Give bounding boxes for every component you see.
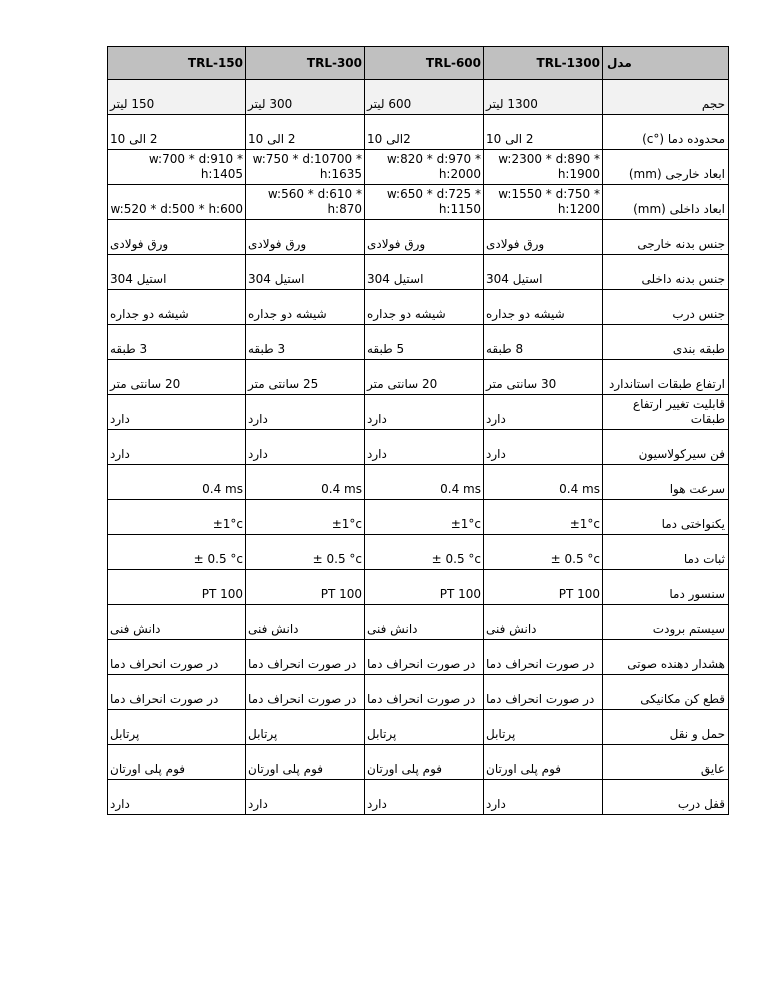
value-cell: ± 0.5 °c — [246, 535, 365, 570]
value-cell: ± 0.5 °c — [484, 535, 603, 570]
table-row — [108, 675, 729, 710]
value-cell: 0.4 ms — [484, 465, 603, 500]
row-label-cell: حمل و نقل — [603, 710, 729, 745]
spec-table — [107, 46, 729, 815]
value-cell: 3 طبقه — [246, 325, 365, 360]
table-row — [108, 325, 729, 360]
row-label-cell: سیستم برودت — [603, 605, 729, 640]
value-cell: w:1550 * d:750 * h:1200 — [484, 185, 603, 220]
value-cell: دارد — [246, 395, 365, 430]
table-row — [108, 360, 729, 395]
value-cell: استیل 304 — [365, 255, 484, 290]
value-cell: در صورت انحراف دما — [365, 675, 484, 710]
value-cell: استیل 304 — [108, 255, 246, 290]
value-cell: PT 100 — [246, 570, 365, 605]
value-cell: 5 طبقه — [365, 325, 484, 360]
row-label-cell: سرعت هوا — [603, 465, 729, 500]
row-label-cell: قابلیت تغییر ارتفاع طبقات — [603, 395, 729, 430]
table-row — [108, 640, 729, 675]
value-cell: 600 لیتر — [365, 80, 484, 115]
value-cell: 8 طبقه — [484, 325, 603, 360]
value-cell: دانش فنی — [108, 605, 246, 640]
row-label-cell: حجم — [603, 80, 729, 115]
value-cell: 0.4 ms — [108, 465, 246, 500]
value-cell: در صورت انحراف دما — [365, 640, 484, 675]
row-label-cell: جنس بدنه خارجی — [603, 220, 729, 255]
table-row — [108, 80, 729, 115]
value-cell: فوم پلی اورتان — [246, 745, 365, 780]
value-cell: فوم پلی اورتان — [484, 745, 603, 780]
value-cell: پرتابل — [108, 710, 246, 745]
table-row — [108, 465, 729, 500]
value-cell: دارد — [246, 430, 365, 465]
value-cell: 150 لیتر — [108, 80, 246, 115]
value-cell: w:560 * d:610 * h:870 — [246, 185, 365, 220]
header-label-cell: مدل — [603, 47, 729, 80]
value-cell: در صورت انحراف دما — [108, 640, 246, 675]
value-cell: 2الی 10 — [365, 115, 484, 150]
table-row — [108, 745, 729, 780]
value-cell: در صورت انحراف دما — [484, 640, 603, 675]
table-row — [108, 185, 729, 220]
value-cell: دانش فنی — [484, 605, 603, 640]
model-header-cell: TRL-1300 — [484, 47, 603, 80]
value-cell: در صورت انحراف دما — [246, 640, 365, 675]
value-cell: PT 100 — [108, 570, 246, 605]
row-label-cell: محدوده دما (°c) — [603, 115, 729, 150]
value-cell: w:520 * d:500 * h:600 — [108, 185, 246, 220]
value-cell: شیشه دو جداره — [246, 290, 365, 325]
value-cell: دارد — [484, 780, 603, 815]
value-cell: 0.4 ms — [246, 465, 365, 500]
value-cell: w:750 * d:10700 * h:1635 — [246, 150, 365, 185]
value-cell: در صورت انحراف دما — [108, 675, 246, 710]
row-label-cell: عایق — [603, 745, 729, 780]
value-cell: PT 100 — [484, 570, 603, 605]
row-label-cell: قفل درب — [603, 780, 729, 815]
value-cell: دانش فنی — [246, 605, 365, 640]
value-cell: ± 0.5 °c — [365, 535, 484, 570]
value-cell: در صورت انحراف دما — [484, 675, 603, 710]
row-label-cell: طبقه بندی — [603, 325, 729, 360]
value-cell: دارد — [365, 395, 484, 430]
value-cell: دارد — [246, 780, 365, 815]
value-cell: دارد — [365, 780, 484, 815]
value-cell: ±1°c — [484, 500, 603, 535]
row-label-cell: یکنواختی دما — [603, 500, 729, 535]
value-cell: ورق فولادی — [365, 220, 484, 255]
model-header-cell: TRL-600 — [365, 47, 484, 80]
table-row — [108, 220, 729, 255]
value-cell: w:2300 * d:890 * h:1900 — [484, 150, 603, 185]
value-cell: ورق فولادی — [484, 220, 603, 255]
table-row — [108, 290, 729, 325]
value-cell: w:820 * d:970 * h:2000 — [365, 150, 484, 185]
value-cell: دارد — [108, 780, 246, 815]
value-cell: فوم پلی اورتان — [108, 745, 246, 780]
row-label-cell: فن سیرکولاسیون — [603, 430, 729, 465]
model-header-cell: TRL-300 — [246, 47, 365, 80]
row-label-cell: ارتفاع طبقات استاندارد — [603, 360, 729, 395]
table-row — [108, 150, 729, 185]
value-cell: پرتابل — [365, 710, 484, 745]
value-cell: 300 لیتر — [246, 80, 365, 115]
value-cell: ±1°c — [365, 500, 484, 535]
table-row — [108, 535, 729, 570]
value-cell: شیشه دو جداره — [484, 290, 603, 325]
value-cell: دارد — [484, 430, 603, 465]
value-cell: 2 الی 10 — [484, 115, 603, 150]
value-cell: 20 سانتی متر — [108, 360, 246, 395]
table-row — [108, 255, 729, 290]
value-cell: ورق فولادی — [246, 220, 365, 255]
value-cell: شیشه دو جداره — [365, 290, 484, 325]
table-row — [108, 395, 729, 430]
value-cell: دارد — [108, 395, 246, 430]
table-row — [108, 780, 729, 815]
spec-table-body — [108, 80, 729, 815]
row-label-cell: جنس درب — [603, 290, 729, 325]
row-label-cell: هشدار دهنده صوتی — [603, 640, 729, 675]
value-cell: 2 الی 10 — [108, 115, 246, 150]
value-cell: w:650 * d:725 * h:1150 — [365, 185, 484, 220]
row-label-cell: جنس بدنه داخلی — [603, 255, 729, 290]
header-row — [108, 47, 729, 80]
value-cell: 30 سانتی متر — [484, 360, 603, 395]
value-cell: استیل 304 — [484, 255, 603, 290]
value-cell: 2 الی 10 — [246, 115, 365, 150]
value-cell: ±1°c — [246, 500, 365, 535]
value-cell: دانش فنی — [365, 605, 484, 640]
row-label-cell: قطع کن مکانیکی — [603, 675, 729, 710]
table-row — [108, 430, 729, 465]
value-cell: 25 سانتی متر — [246, 360, 365, 395]
value-cell: ± 0.5 °c — [108, 535, 246, 570]
value-cell: PT 100 — [365, 570, 484, 605]
table-row — [108, 710, 729, 745]
value-cell: شیشه دو جداره — [108, 290, 246, 325]
value-cell: ورق فولادی — [108, 220, 246, 255]
value-cell: دارد — [365, 430, 484, 465]
value-cell: فوم پلی اورتان — [365, 745, 484, 780]
table-row — [108, 570, 729, 605]
value-cell: پرتابل — [484, 710, 603, 745]
value-cell: استیل 304 — [246, 255, 365, 290]
table-row — [108, 605, 729, 640]
row-label-cell: ثبات دما — [603, 535, 729, 570]
value-cell: 0.4 ms — [365, 465, 484, 500]
table-row — [108, 500, 729, 535]
model-header-cell: TRL-150 — [108, 47, 246, 80]
value-cell: دارد — [484, 395, 603, 430]
value-cell: 3 طبقه — [108, 325, 246, 360]
value-cell: w:700 * d:910 * h:1405 — [108, 150, 246, 185]
value-cell: 1300 لیتر — [484, 80, 603, 115]
value-cell: 20 سانتی متر — [365, 360, 484, 395]
row-label-cell: ابعاد خارجی (mm) — [603, 150, 729, 185]
value-cell: پرتابل — [246, 710, 365, 745]
value-cell: ±1°c — [108, 500, 246, 535]
value-cell: در صورت انحراف دما — [246, 675, 365, 710]
row-label-cell: ابعاد داخلی (mm) — [603, 185, 729, 220]
value-cell: دارد — [108, 430, 246, 465]
table-row — [108, 115, 729, 150]
row-label-cell: سنسور دما — [603, 570, 729, 605]
